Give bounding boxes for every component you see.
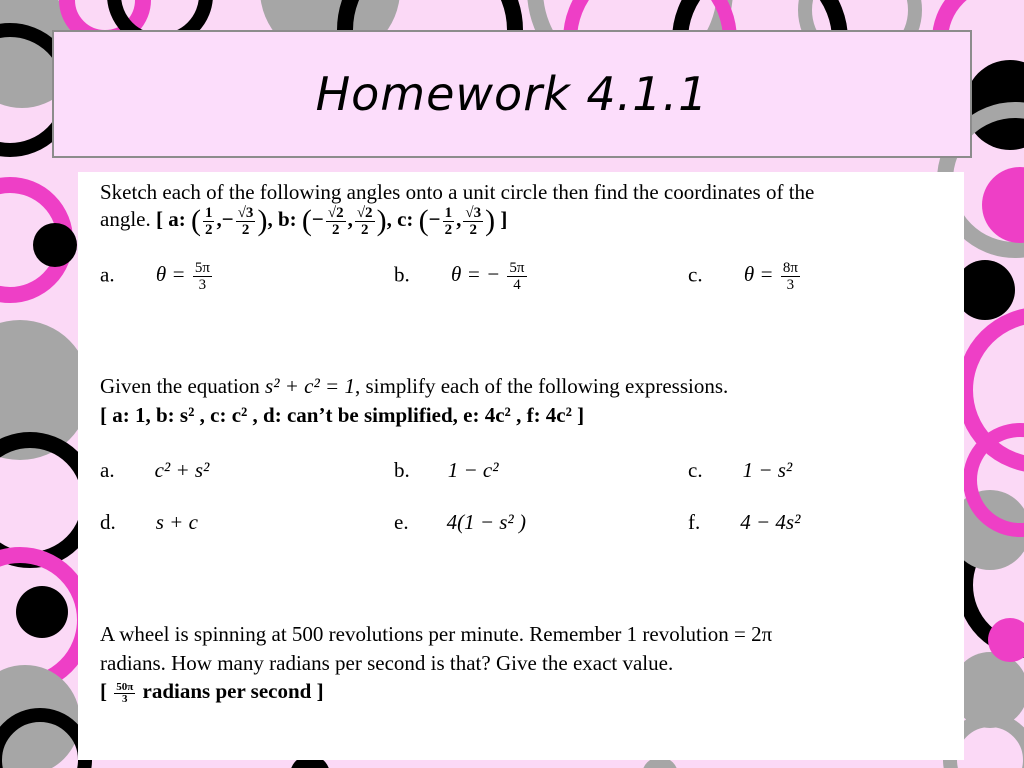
section3-line2: radians. How many radians per second is that? Give the exact value. (100, 651, 674, 675)
pink-disc (982, 167, 1024, 243)
section3-line1: A wheel is spinning at 500 revolutions per minute. Remember 1 revolution = 2π (100, 622, 773, 646)
answer-a-label: a: (168, 206, 186, 231)
problem-2c: c. 1 − s² (688, 458, 793, 482)
problem-1c: c. θ = $\frac{8\pi}{3}$ (688, 260, 798, 293)
section1-answers: [ a: ( $\frac{1}{2}$ ,− $\frac{√3}{2}$ ), b: (− $\frac{√2}{2}$ , $\frac{√2}{2}$ ), c: (− $\frac{1}{2}$ , $\frac{√3}{2}$ ) ] (155, 204, 508, 238)
problem-2d: d. s + c (100, 510, 198, 534)
section2-answers: [ a: 1, b: s² , c: c² , d: can’t be simplified, e: 4c² , f: 4c² ] (100, 403, 585, 427)
fraction: $\frac{√2}{2}$ (327, 204, 344, 238)
section1-line2 (100, 204, 507, 238)
fraction: $\frac{50\pi}{3}$ (116, 680, 134, 705)
fraction: $\frac{√3}{2}$ (465, 204, 482, 238)
black-disc (16, 586, 68, 638)
problem-2f: f. 4 − 4s² (688, 510, 801, 534)
answer-c-label: c: (397, 206, 414, 231)
fraction: $\frac{1}{2}$ (204, 204, 213, 238)
black-disc (33, 223, 77, 267)
problem-1a: a. θ = $\frac{5\pi}{3}$ (100, 260, 210, 293)
problem-2a: a. c² + s² (100, 458, 210, 482)
section1-lead: angle. (100, 206, 151, 231)
section2-intro: Given the equation s² + c² = 1, simplify each of the following expressions. (100, 374, 729, 398)
black-disc (955, 260, 1015, 320)
answer-b-label: b: (277, 206, 297, 231)
problem-2b: b. 1 − c² (394, 458, 499, 482)
fraction: $\frac{√2}{2}$ (356, 204, 373, 238)
problem-1b: b. θ = − $\frac{5\pi}{4}$ (394, 260, 525, 293)
bracket-open: [ (155, 206, 163, 231)
section3-answer: [ $\frac{50\pi}{3}$ radians per second ] (100, 679, 324, 705)
equation: s² + c² = 1 (265, 374, 355, 398)
fraction: $\frac{√3}{2}$ (237, 204, 254, 238)
homework-sheet (78, 172, 964, 760)
slide-title: Homework 4.1.1 (315, 67, 709, 121)
section1-line1: Sketch each of the following angles onto a unit circle then find the coordinates of the (100, 180, 815, 204)
problem-2e: e. 4(1 − s² ) (394, 510, 526, 534)
bracket-close: ] (500, 206, 508, 231)
title-box (52, 30, 972, 158)
fraction: $\frac{1}{2}$ (444, 204, 453, 238)
